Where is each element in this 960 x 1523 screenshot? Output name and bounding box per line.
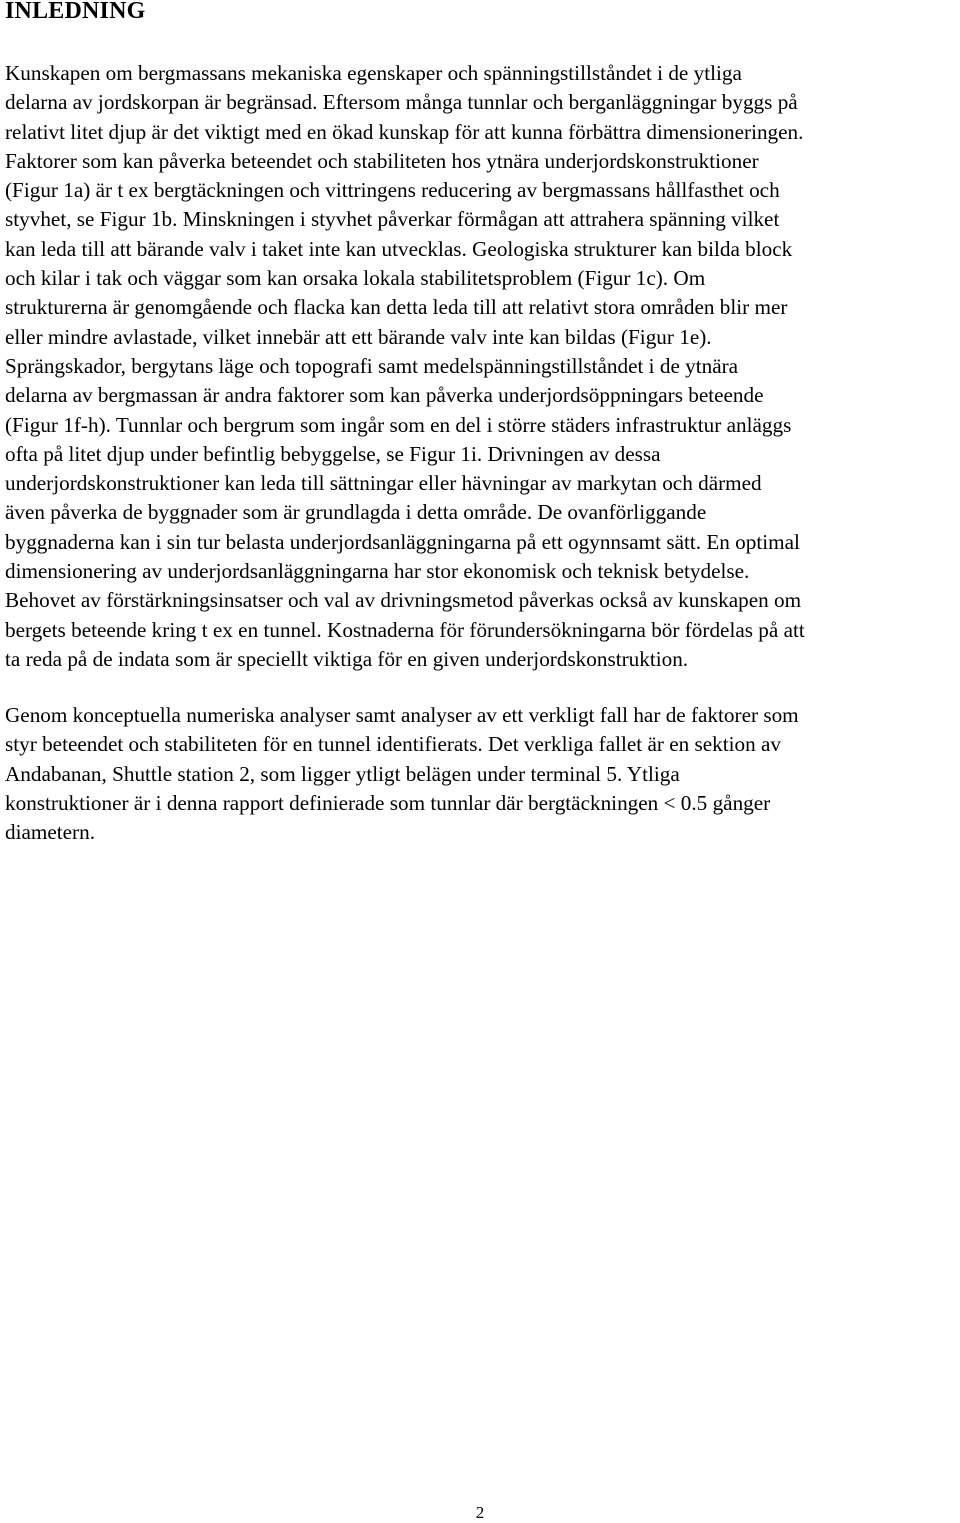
text-line: byggnaderna kan i sin tur belasta underjordsanläggningarna på ett ogynnsamt sätt. En optimal bbox=[5, 529, 800, 554]
text-line: underjordskonstruktioner kan leda till sättningar eller hävningar av markytan och därmed bbox=[5, 471, 762, 496]
text-line: delarna av bergmassan är andra faktorer som kan påverka underjordsöppningars beteende bbox=[5, 383, 764, 408]
text-line: och kilar i tak och väggar som kan orsaka lokala stabilitetsproblem (Figur 1c). Om bbox=[5, 266, 706, 291]
text-line: Behovet av förstärkningsinsatser och val av drivningsmetod påverkas också av kunskapen om bbox=[5, 588, 802, 613]
text-line: styvhet, se Figur 1b. Minskningen i styvhet påverkar förmågan att attrahera spänning vilket bbox=[5, 207, 780, 232]
text-line: kan leda till att bärande valv i taket inte kan utvecklas. Geologiska strukturer kan bilda block bbox=[5, 236, 793, 261]
text-line: bergets beteende kring t ex en tunnel. Kostnaderna för förundersökningarna bör fördelas på att bbox=[5, 617, 805, 642]
paragraph-2 bbox=[5, 701, 960, 847]
text-line: Faktorer som kan påverka beteendet och stabiliteten hos ytnära underjordskonstruktioner bbox=[5, 148, 759, 173]
text-line: relativt litet djup är det viktigt med en ökad kunskap för att kunna förbättra dimensioneringen. bbox=[5, 119, 804, 144]
text-line: Kunskapen om bergmassans mekaniska egenskaper och spänningstillståndet i de ytliga bbox=[5, 61, 742, 85]
text-line: delarna av jordskorpan är begränsad. Eftersom många tunnlar och berganläggningar byggs på bbox=[5, 90, 798, 115]
page-number: 2 bbox=[475, 1503, 485, 1522]
text-line: ta reda på de indata som är speciellt viktiga för en given underjordskonstruktion. bbox=[5, 646, 689, 671]
text-line: styr beteendet och stabiliteten för en tunnel identifierats. Det verkliga fallet är en sektion av bbox=[5, 732, 782, 757]
text-line: dimensionering av underjordsanläggningarna har stor ekonomisk och teknisk betydelse. bbox=[5, 559, 750, 584]
text-line: strukturerna är genomgående och flacka kan detta leda till att relativt stora områden blir mer bbox=[5, 295, 788, 320]
text-line: Sprängskador, bergytans läge och topografi samt medelspänningstillståndet i de ytnära bbox=[5, 353, 739, 378]
text-line: Genom konceptuella numeriska analyser samt analyser av ett verkligt fall har de faktorer som bbox=[5, 703, 799, 727]
text-line: Andabanan, Shuttle station 2, som ligger ytligt belägen under terminal 5. Ytliga bbox=[5, 761, 680, 786]
text-line: (Figur 1f-h). Tunnlar och bergrum som ingår som en del i större städers infrastruktur anläggs bbox=[5, 412, 792, 437]
text-line: ofta på litet djup under befintlig bebyggelse, se Figur 1i. Drivningen av dessa bbox=[5, 441, 661, 466]
text-line: diametern. bbox=[5, 820, 96, 845]
paragraph-1 bbox=[5, 59, 960, 674]
section-heading: INLEDNING bbox=[5, 0, 146, 24]
text-line: eller mindre avlastade, vilket innebär att ett bärande valv inte kan bildas (Figur 1e). bbox=[5, 324, 712, 349]
text-line: (Figur 1a) är t ex bergtäckningen och vittringens reducering av bergmassans hållfasthet och bbox=[5, 178, 780, 203]
text-line: konstruktioner är i denna rapport definierade som tunnlar där bergtäckningen < 0.5 gånger bbox=[5, 790, 771, 815]
text-line: även påverka de byggnader som är grundlagda i detta område. De ovanförliggande bbox=[5, 500, 707, 525]
